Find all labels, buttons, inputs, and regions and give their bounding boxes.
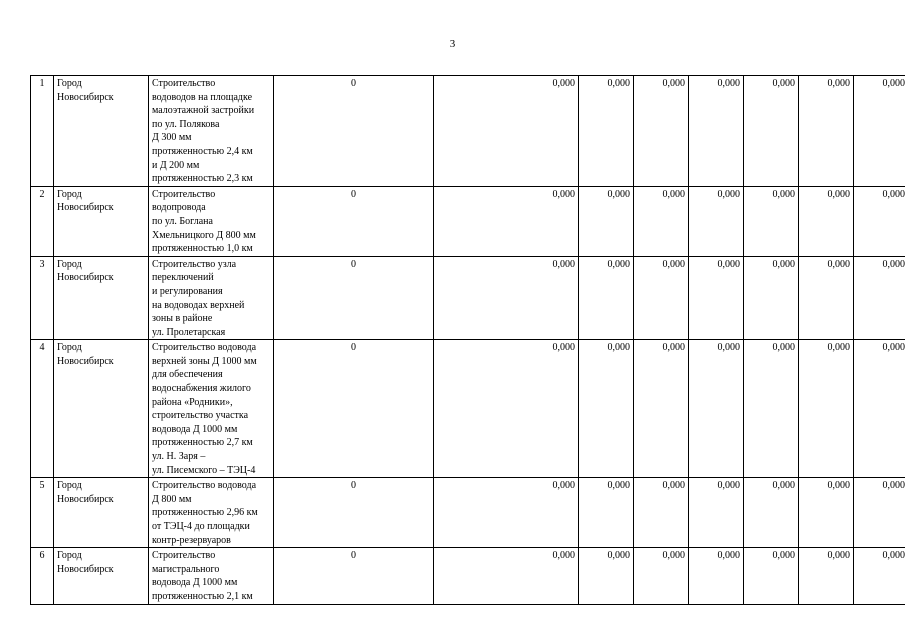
city-line: Город (57, 78, 82, 89)
city-line: Город (57, 258, 82, 270)
amount-cell: 0,000 (854, 186, 905, 256)
description-line: по ул. Полякова (152, 118, 220, 130)
amount-cell: 0,000 (854, 478, 905, 548)
description-line: Строительство (152, 550, 216, 562)
amount-cell: 0,000 (434, 340, 579, 478)
amount-cell: 0,000 (689, 548, 744, 604)
city-cell (54, 186, 149, 256)
city-line: Новосибирск (57, 202, 114, 214)
amount-cell: 0,000 (689, 256, 744, 340)
description-cell (149, 256, 274, 340)
amount-cell: 0,000 (799, 548, 854, 604)
city-line: Новосибирск (57, 91, 114, 103)
row-number-cell: 4 (31, 340, 54, 478)
description-line: протяженностью 2,1 км (152, 590, 253, 602)
description-cell (149, 478, 274, 548)
amount-cell: 0,000 (579, 340, 634, 478)
city-line: Новосибирск (57, 355, 114, 367)
table-row (31, 186, 905, 256)
city-line: Новосибирск (57, 272, 114, 284)
amount-cell: 0,000 (744, 256, 799, 340)
description-line: магистрального (152, 563, 220, 575)
description-cell (149, 186, 274, 256)
description-line: для обеспечения (152, 369, 223, 381)
amount-cell: 0,000 (434, 478, 579, 548)
description-line: водопровода (152, 202, 206, 214)
description-line: верхней зоны Д 1000 мм (152, 355, 257, 367)
amount-cell: 0,000 (579, 76, 634, 187)
description-line: Строительство (152, 78, 216, 89)
description-line: водовода Д 1000 мм (152, 423, 238, 435)
amount-cell: 0,000 (689, 186, 744, 256)
description-line: малоэтажной застройки (152, 105, 255, 117)
amount-cell: 0,000 (854, 256, 905, 340)
table-row (31, 478, 905, 548)
description-line: Строительство водовода (152, 342, 257, 354)
amount-cell: 0,000 (799, 256, 854, 340)
description-line: Строительство (152, 188, 216, 200)
amount-cell: 0,000 (434, 76, 579, 187)
table-body (31, 76, 905, 605)
value-cell: 0 (274, 256, 434, 340)
city-line: Новосибирск (57, 493, 114, 505)
description-line: по ул. Боглана (152, 215, 213, 227)
description-line: Хмельницкого Д 800 мм (152, 229, 256, 241)
description-line: Д 300 мм (152, 132, 192, 144)
city-line: Город (57, 342, 82, 354)
amount-cell: 0,000 (634, 256, 689, 340)
description-cell (149, 76, 274, 187)
description-line: контр-резервуаров (152, 534, 231, 546)
amount-cell: 0,000 (689, 478, 744, 548)
amount-cell: 0,000 (634, 186, 689, 256)
table-row (31, 76, 905, 187)
city-line: Город (57, 550, 82, 562)
description-line: на водоводах верхней (152, 299, 245, 311)
amount-cell: 0,000 (634, 478, 689, 548)
row-number-cell: 1 (31, 76, 54, 187)
table-row (31, 340, 905, 478)
amount-cell: 0,000 (579, 256, 634, 340)
description-line: зоны в районе (152, 313, 213, 325)
amount-cell: 0,000 (854, 76, 905, 187)
city-cell (54, 340, 149, 478)
table-row (31, 256, 905, 340)
description-line: протяженностью 1,0 км (152, 243, 253, 255)
description-line: водоводов на площадке (152, 91, 253, 103)
amount-cell: 0,000 (799, 478, 854, 548)
description-line: Строительство узла (152, 258, 237, 270)
description-line: водовода Д 1000 мм (152, 577, 238, 589)
amount-cell: 0,000 (689, 340, 744, 478)
value-cell: 0 (274, 186, 434, 256)
amount-cell: 0,000 (854, 548, 905, 604)
amount-cell: 0,000 (579, 478, 634, 548)
city-cell (54, 256, 149, 340)
description-line: ул. Пролетарская (152, 326, 226, 338)
amount-cell: 0,000 (799, 340, 854, 478)
row-number-cell: 5 (31, 478, 54, 548)
row-number-cell: 2 (31, 186, 54, 256)
table-row (31, 548, 905, 604)
amount-cell: 0,000 (744, 340, 799, 478)
description-cell (149, 548, 274, 604)
description-line: водоснабжения жилого (152, 383, 251, 395)
amount-cell: 0,000 (744, 548, 799, 604)
amount-cell: 0,000 (434, 256, 579, 340)
amount-cell: 0,000 (799, 76, 854, 187)
description-line: переключений (152, 272, 214, 284)
description-line: протяженностью 2,7 км (152, 437, 253, 449)
description-line: протяженностью 2,3 км (152, 173, 253, 185)
description-line: ул. Н. Заря – (152, 451, 206, 463)
description-line: строительство участка (152, 410, 249, 422)
amount-cell: 0,000 (579, 548, 634, 604)
description-line: и регулирования (152, 285, 223, 297)
description-line: протяженностью 2,4 км (152, 145, 253, 157)
amount-cell: 0,000 (634, 340, 689, 478)
row-number-cell: 3 (31, 256, 54, 340)
value-cell: 0 (274, 548, 434, 604)
page-number: 3 (449, 38, 456, 50)
amount-cell: 0,000 (689, 76, 744, 187)
city-line: Новосибирск (57, 563, 114, 575)
city-cell (54, 76, 149, 187)
value-cell: 0 (274, 478, 434, 548)
description-line: и Д 200 мм (152, 159, 200, 171)
amount-cell: 0,000 (744, 478, 799, 548)
description-line: ул. Писемского – ТЭЦ-4 (152, 464, 256, 476)
city-cell (54, 548, 149, 604)
amount-cell: 0,000 (434, 548, 579, 604)
city-line: Город (57, 480, 82, 492)
amount-cell: 0,000 (634, 548, 689, 604)
amount-cell: 0,000 (744, 76, 799, 187)
description-line: от ТЭЦ-4 до площадки (152, 521, 250, 532)
city-cell (54, 478, 149, 548)
city-line: Город (57, 188, 82, 200)
amount-cell: 0,000 (854, 340, 905, 478)
row-number-cell: 6 (31, 548, 54, 604)
description-line: района «Родники», (152, 396, 233, 408)
description-line: протяженностью 2,96 км (152, 507, 258, 519)
amount-cell: 0,000 (579, 186, 634, 256)
amount-cell: 0,000 (799, 186, 854, 256)
investment-table (30, 75, 905, 605)
amount-cell: 0,000 (744, 186, 799, 256)
value-cell: 0 (274, 76, 434, 187)
value-cell: 0 (274, 340, 434, 478)
description-cell (149, 340, 274, 478)
amount-cell: 0,000 (634, 76, 689, 187)
description-line: Д 800 мм (152, 493, 192, 505)
amount-cell: 0,000 (434, 186, 579, 256)
description-line: Строительство водовода (152, 480, 257, 492)
